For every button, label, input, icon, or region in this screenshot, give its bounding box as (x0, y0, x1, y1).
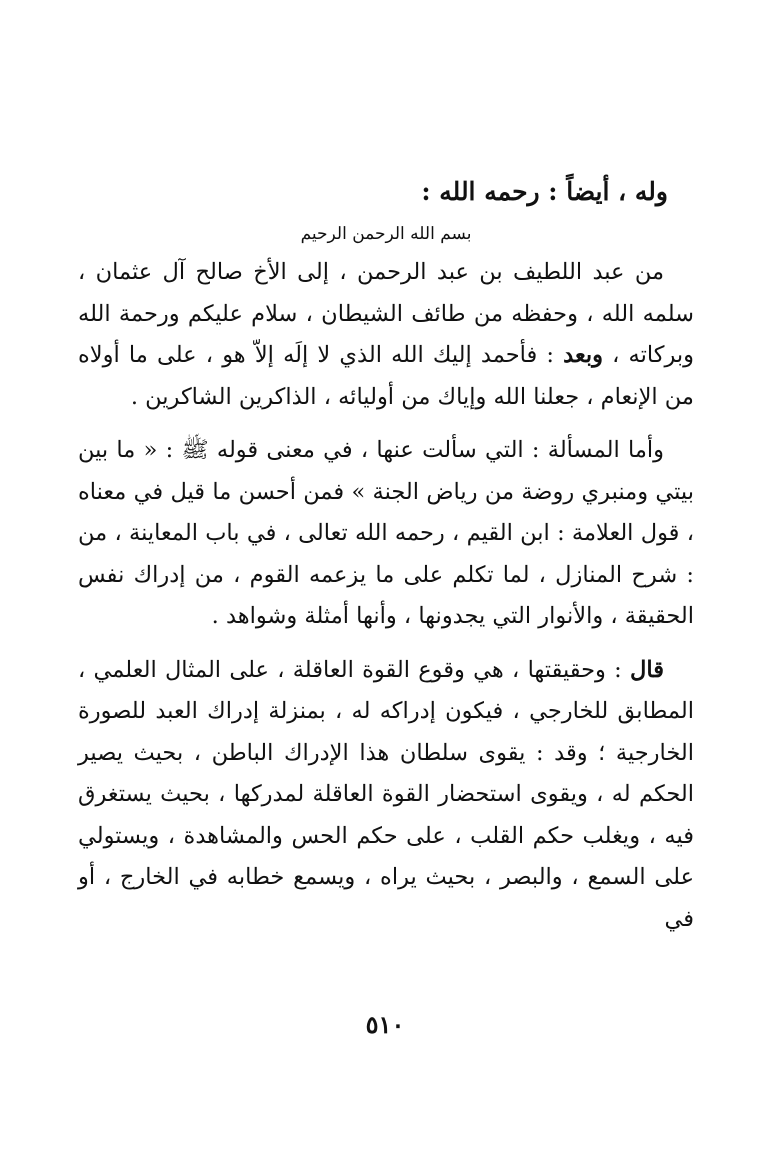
bold-keyword: قال (630, 656, 664, 683)
paragraph-text: من عبد اللطيف بن عبد الرحمن ، إلى الأخ صالح آل عثمان ، سلمه الله ، وحفظه من طائف الشيطان ، سلام عليكم ورحمة الله وبركاته ، (78, 259, 694, 368)
text-body (78, 252, 694, 940)
page-number: ٥١٠ (365, 1010, 405, 1039)
letter-heading: وله ، أيضاً : رحمه الله : (421, 177, 668, 206)
paragraph (78, 430, 694, 638)
paragraph-text: : وحقيقتها ، هي وقوع القوة العاقلة ، على المثال العلمي ، المطابق للخارجي ، فيكون إدراكه له ، بمنزلة إدراك العبد للصورة الخارجية ؛ وقد : يقوى سلطان هذا الإدراك الباطن ، بحيث يصير الحكم له ، ويقوى استحضار القوة العاقلة لمدركها ، بحيث يستغرق فيه ، ويغلب حكم القلب ، على حكم الحس والمشاهدة ، ويستولي على السمع ، والبصر ، بحيث يراه ، ويسمع خطابه في الخارج ، أو في (78, 656, 694, 932)
bold-keyword: وبعد (563, 342, 603, 368)
paragraph (78, 650, 694, 941)
paragraph-text: : فأحمد إليك الله الذي لا إلَه إلاّ هو ، على ما أولاه من الإنعام ، جعلنا الله وإياك من أوليائه ، الذاكرين الشاكرين . (78, 342, 694, 410)
basmala: بسم الله الرحمن الرحيم (300, 224, 472, 244)
page-body (78, 170, 694, 940)
paragraph-text: وأما المسألة : التي سألت عنها ، في معنى قوله ﷺ : « ما بين بيتي ومنبري روضة من رياض الجنة » فمن أحسن ما قيل في معناه ، قول العلامة : ابن القيم ، رحمه الله تعالى ، في باب المعاينة ، من : شرح المنازل ، لما تكلم على ما يزعمه القوم ، من إدراك نفس الحقيقة ، والأنوار التي يجدونها ، وأنها أمثلة وشواهد . (78, 437, 694, 629)
paragraph (78, 252, 694, 418)
